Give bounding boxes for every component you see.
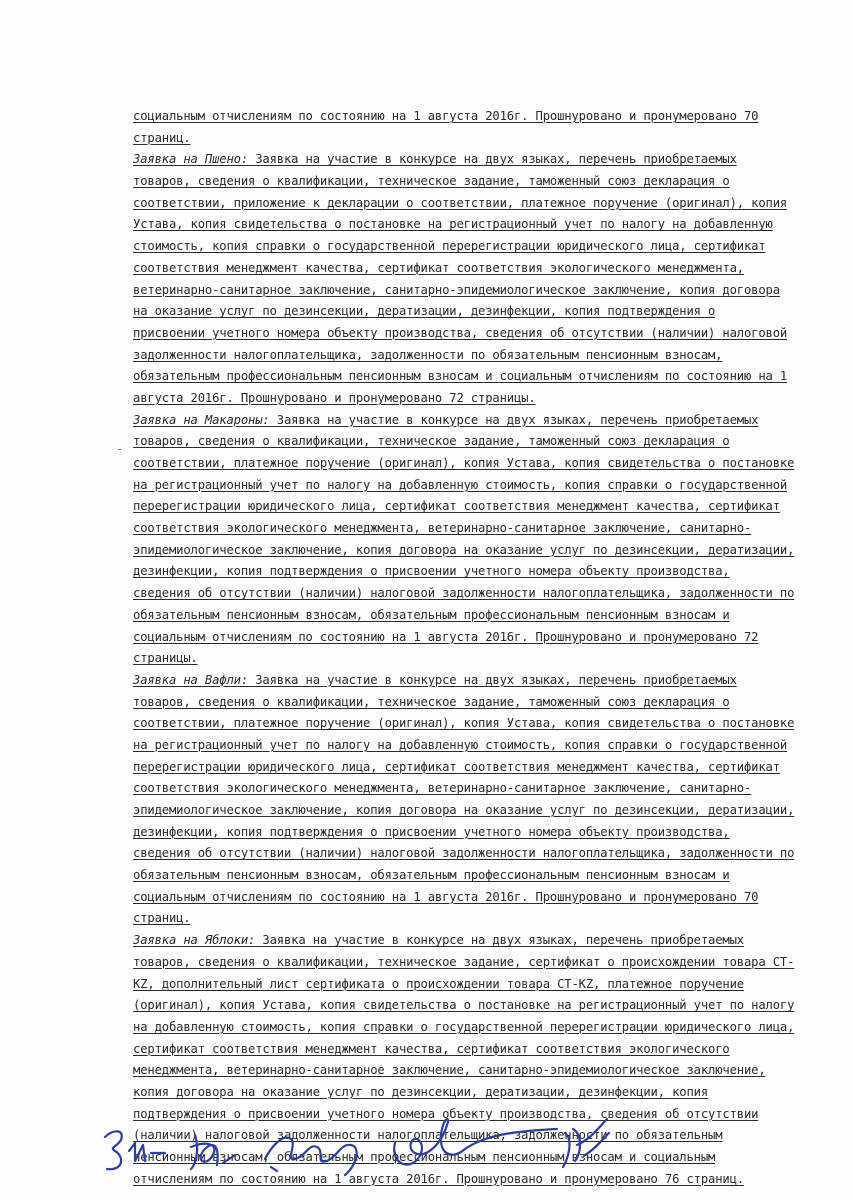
text-line — [133, 843, 849, 865]
text-line — [133, 1060, 849, 1082]
text-segment: Заявка на участие в конкурсе на двух языках, перечень приобретаемых — [255, 933, 744, 948]
text-line — [133, 518, 849, 540]
text-line — [133, 149, 849, 171]
text-line — [133, 778, 849, 800]
text-line — [133, 388, 849, 410]
text-segment: отчислениям по состоянию на 1 августа 2016г. Прошнуровано и пронумеровано 76 страниц. — [133, 1171, 744, 1186]
text-line — [133, 431, 849, 453]
text-line — [133, 995, 849, 1017]
text-segment: KZ, дополнительный лист сертификата о происхождении товара СТ-KZ, платежное поручение — [133, 976, 744, 991]
signature-2 — [191, 1135, 235, 1169]
text-segment: эпидемиологическое заключение, копия договора на оказание услуг по дезинсекции, дератизации, — [133, 803, 795, 817]
text-segment: страниц. — [133, 911, 191, 926]
text-segment: менеджмента, ветеринарно-санитарное заключение, санитарно-эпидемиологическое заключение, — [133, 1063, 766, 1078]
text-line — [133, 1017, 849, 1039]
text-line — [133, 865, 849, 887]
text-line — [133, 627, 849, 649]
text-line — [133, 583, 849, 605]
text-line — [133, 540, 849, 562]
text-segment: августа 2016г. Прошнуровано и пронумеровано 72 страницы. — [133, 390, 536, 405]
text-segment: соответствия менеджмент качества, сертификат соответствия экологического менеджмента, — [133, 260, 744, 275]
text-segment: на оказание услуг по дезинсекции, дератизации, дезинфекции, копия подтверждения о — [133, 304, 716, 319]
text-segment: на регистрационный учет по налогу на добавленную стоимость, копия справки о государственной — [133, 477, 788, 492]
text-segment: страницы. — [133, 651, 198, 666]
signature-5 — [563, 1119, 609, 1167]
text-segment: пенсионным взносам, обязательным профессиональным пенсионным взносам и социальным — [133, 1150, 716, 1164]
text-segment: обязательным пенсионным взносам, обязательным профессиональным пенсионным взносам и — [133, 607, 730, 622]
text-segment: социальным отчислениям по состоянию на 1 августа 2016г. Прошнуровано и пронумеровано 72 — [133, 629, 759, 644]
text-line — [133, 887, 849, 909]
text-segment: сведения об отсутствии (наличии) налоговой задолженности налогоплательщика, задолженности по — [133, 846, 795, 861]
text-segment: на добавленную стоимость, копия справки о государственной перерегистрации юридического лица, — [133, 1019, 795, 1034]
text-segment: перерегистрации юридического лица, сертификат соответствия менеджмент качества, сертификат — [133, 499, 780, 514]
text-line — [133, 800, 849, 822]
section-heading: Заявка на Яблоки: — [133, 933, 256, 948]
text-segment: соответствии, платежное поручение (оригинал), копия Устава, копия свидетельства о постановке — [133, 716, 795, 731]
text-segment: товаров, сведения о квалификации, техническое задание, сертификат о происхождении товара СТ- — [133, 954, 795, 969]
text-line — [133, 908, 849, 930]
text-segment: сертификат соответствия менеджмент качества, сертификат соответствия экологического — [133, 1041, 730, 1056]
text-line — [133, 561, 849, 583]
text-segment: подтверждения о присвоении учетного номера объекту производства, сведения об отсутствии — [133, 1106, 759, 1121]
text-segment: стоимость, копия справки о государственной перерегистрации юридического лица, сертификат — [133, 239, 766, 254]
text-segment: Заявка на участие в конкурсе на двух языках, перечень приобретаемых — [269, 412, 759, 427]
text-line — [133, 410, 849, 432]
text-line — [133, 605, 849, 627]
signature-4 — [394, 1119, 557, 1165]
text-segment: Заявка на участие в конкурсе на двух языках, перечень приобретаемых — [248, 152, 737, 167]
signature-3 — [265, 1138, 357, 1175]
document-body-text — [133, 106, 849, 1190]
text-segment: товаров, сведения о квалификации, техническое задание, таможенный союз декларация о — [133, 434, 730, 449]
text-line — [133, 106, 849, 128]
text-line — [133, 974, 849, 996]
signature-1 — [105, 1131, 122, 1169]
margin-mark: - — [116, 442, 124, 456]
text-line — [133, 236, 849, 258]
text-line — [133, 952, 849, 974]
text-line — [133, 171, 849, 193]
text-segment: Устава, копия свидетельства о постановке на регистрационный учет по налогу на добавленную — [133, 217, 773, 232]
text-segment: ветеринарно-санитарное заключение, санитарно-эпидемиологическое заключение, копия договора — [133, 282, 780, 297]
text-segment: эпидемиологическое заключение, копия договора на оказание услуг по дезинсекции, дератизации, — [133, 542, 795, 557]
text-line — [133, 453, 849, 475]
text-segment: (оригинал), копия Устава, копия свидетельства о постановке на регистрационный учет по налогу — [133, 998, 795, 1013]
signature-1-tail — [129, 1143, 165, 1161]
text-line — [133, 713, 849, 735]
text-segment: соответствия экологического менеджмента, ветеринарно-санитарное заключение, санитарно- — [133, 521, 752, 536]
text-segment: копия договора на оказание услуг по дезинсекции, дератизации, дезинфекции, копия — [133, 1084, 708, 1099]
text-line — [133, 1039, 849, 1061]
text-line — [133, 345, 849, 367]
text-segment: соответствии, платежное поручение (оригинал), копия Устава, копия свидетельства о постановке — [133, 456, 795, 470]
text-line — [133, 735, 849, 757]
text-segment: задолженности налогоплательщика, задолженности по обязательным пенсионным взносам, — [133, 347, 723, 362]
text-line — [133, 692, 849, 714]
text-segment: соответствия экологического менеджмента, ветеринарно-санитарное заключение, санитарно- — [133, 781, 752, 796]
text-segment: соответствии, приложение к декларации о соответствии, платежное поручение (оригинал), копия — [133, 195, 788, 210]
text-line — [133, 757, 849, 779]
text-line — [133, 258, 849, 280]
text-line — [133, 475, 849, 497]
text-line — [133, 280, 849, 302]
text-line — [133, 128, 849, 150]
text-segment: Заявка на участие в конкурсе на двух языках, перечень приобретаемых — [248, 672, 737, 687]
handwritten-signatures — [95, 1085, 655, 1180]
text-line — [133, 301, 849, 323]
text-segment: товаров, сведения о квалификации, техническое задание, таможенный союз декларация о — [133, 694, 730, 709]
text-segment: обязательным пенсионным взносам, обязательным профессиональным пенсионным взносам и — [133, 868, 730, 883]
text-segment: обязательным профессиональным пенсионным взносам и социальным отчислениям по состоянию на 1 — [133, 369, 788, 384]
text-segment: сведения об отсутствии (наличии) налоговой задолженности налогоплательщика, задолженности по — [133, 586, 795, 601]
text-segment: социальным отчислениям по состоянию на 1 августа 2016г. Прошнуровано и пронумеровано 70 — [133, 889, 759, 904]
text-segment: дезинфекции, копия подтверждения о присвоении учетного номера объекту производства, — [133, 564, 730, 579]
text-line — [133, 930, 849, 952]
text-segment: товаров, сведения о квалификации, техническое задание, таможенный союз декларация о — [133, 174, 730, 189]
text-segment: присвоении учетного номера объекту производства, сведения об отсутствии (наличии) налоговой — [133, 325, 788, 340]
text-line — [133, 822, 849, 844]
section-heading: Заявка на Пшено: — [133, 152, 248, 167]
text-line — [133, 648, 849, 670]
section-heading: Заявка на Макароны: — [133, 412, 270, 427]
text-line — [133, 366, 849, 388]
text-line — [133, 214, 849, 236]
text-segment: перерегистрации юридического лица, сертификат соответствия менеджмент качества, сертификат — [133, 759, 780, 774]
text-line — [133, 670, 849, 692]
text-segment: (наличии) налоговой задолженности налогоплательщика, задолженности по обязательным — [133, 1128, 723, 1143]
text-line — [133, 193, 849, 215]
text-segment: социальным отчислениям по состоянию на 1 августа 2016г. Прошнуровано и пронумеровано 70 — [133, 109, 759, 123]
text-segment: на регистрационный учет по налогу на добавленную стоимость, копия справки о государственной — [133, 737, 788, 752]
text-segment: дезинфекции, копия подтверждения о присвоении учетного номера объекту производства, — [133, 824, 730, 839]
text-line — [133, 323, 849, 345]
text-segment: страниц. — [133, 130, 191, 145]
section-heading: Заявка на Вафли: — [133, 672, 248, 687]
text-line — [133, 496, 849, 518]
